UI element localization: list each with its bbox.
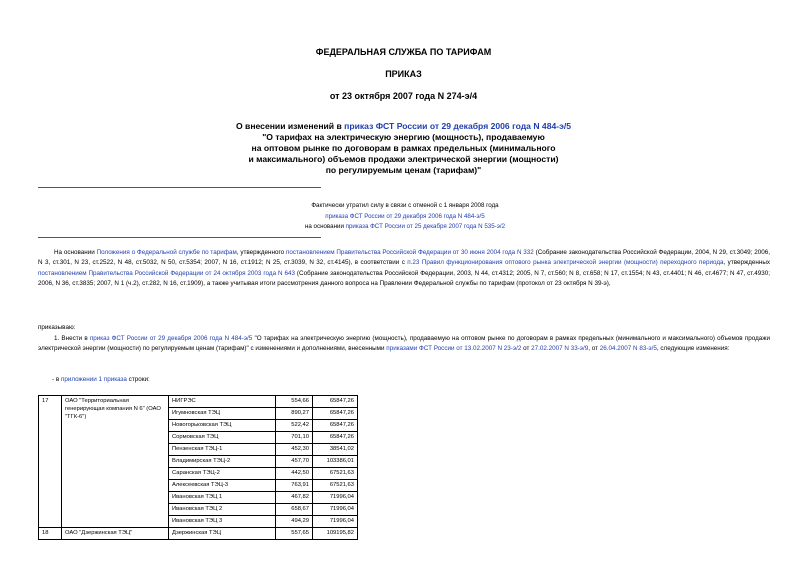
- row-number: 17: [39, 396, 62, 528]
- clause-link-3[interactable]: 27.02.2007 N 33-э/9: [531, 345, 589, 353]
- value-1: 457,70: [276, 456, 313, 468]
- divider-bottom: [38, 237, 321, 238]
- station-name: Дзержинская ТЭЦ: [169, 528, 276, 540]
- agency-heading: ФЕДЕРАЛЬНАЯ СЛУЖБА ПО ТАРИФАМ: [315, 47, 492, 57]
- station-name: Ивановская ТЭЦ 2: [169, 504, 276, 516]
- value-2: 38541,02: [313, 444, 358, 456]
- value-2: 71996,04: [313, 504, 358, 516]
- clause-link-2[interactable]: приказами ФСТ России от 13.02.2007 N 23-э/2: [386, 345, 522, 353]
- document-date: от 23 октября 2007 года N 274-э/4: [329, 91, 478, 101]
- document-type: ПРИКАЗ: [385, 69, 422, 79]
- preamble-link-4[interactable]: постановлением Правительства Российской Федерации от 24 октября 2003 года N 643: [38, 269, 295, 277]
- value-1: 701,10: [276, 432, 313, 444]
- status-note: Фактически утратил силу в связи с отменой с 1 января 2008 года приказа ФСТ России от 29 декабря 2006 года N 484-э/5 на основании приказа ФСТ России от 25 декабря 2007 года N 535-э/2: [304, 202, 506, 230]
- organization-name: ОАО "Дзержинская ТЭЦ": [62, 528, 169, 540]
- value-2: 65847,26: [313, 396, 358, 408]
- value-1: 494,29: [276, 516, 313, 528]
- value-2: 67521,63: [313, 480, 358, 492]
- appendix-line: - в приложении 1 приказа строки:: [52, 376, 150, 383]
- value-2: 65847,26: [313, 432, 358, 444]
- appendix-link[interactable]: приложении 1 приказа: [60, 376, 127, 383]
- value-2: 103386,01: [313, 456, 358, 468]
- station-name: НИГРЭС: [169, 396, 276, 408]
- value-2: 71996,04: [313, 492, 358, 504]
- value-1: 554,66: [276, 396, 313, 408]
- station-name: Алексеевская ТЭЦ-3: [169, 480, 276, 492]
- station-name: Сормовская ТЭЦ: [169, 432, 276, 444]
- value-1: 522,42: [276, 420, 313, 432]
- organization-name: ОАО "Территориальная генерирующая компания N 6" (ОАО "ТГК-6"): [62, 396, 169, 528]
- tariff-table: [38, 395, 358, 540]
- note-link-1[interactable]: приказа ФСТ России от 29 декабря 2006 года N 484-э/5: [325, 212, 485, 220]
- value-2: 71996,04: [313, 516, 358, 528]
- preamble-link-3[interactable]: п.23 Правил функционирования оптового рынка электрической энергии (мощности) переходного периода: [407, 259, 724, 267]
- value-1: 467,82: [276, 492, 313, 504]
- value-1: 658,67: [276, 504, 313, 516]
- table-row: [39, 396, 358, 408]
- station-name: Новогорьковская ТЭЦ: [169, 420, 276, 432]
- title-order-link[interactable]: приказ ФСТ России от 29 декабря 2006 года N 484-э/5: [344, 121, 572, 131]
- preamble-link-1[interactable]: Положения о Федеральной службе по тарифам: [96, 249, 237, 256]
- station-name: Саранская ТЭЦ-2: [169, 468, 276, 480]
- note-link-2[interactable]: приказа ФСТ России от 25 декабря 2007 года N 535-э/2: [345, 223, 506, 230]
- value-2: 65847,26: [313, 408, 358, 420]
- station-name: Владимирская ТЭЦ-2: [169, 456, 276, 468]
- value-2: 67521,63: [313, 468, 358, 480]
- order-word: приказываю:: [38, 324, 76, 331]
- value-1: 890,27: [276, 408, 313, 420]
- station-name: Ивановская ТЭЦ 1: [169, 492, 276, 504]
- value-1: 452,30: [276, 444, 313, 456]
- value-1: 763,91: [276, 480, 313, 492]
- clause-1-paragraph: 1. Внести в приказ ФСТ России от 29 декабря 2006 года N 484-э/5 "О тарифах на электрическую энергию (мощность), продаваемую на оптовом рынке по договорам в рамках предельных (минимального и максимального) объемов продажи электрической энергии (мощности) по регулируемым ценам (тарифам)" с изменениями и дополнениями, внесенными приказами ФСТ России от 13.02.2007 N 23-э/2 от 27.02.2007 N 33-э/9, от 26.04.2007 N 83-э/5, следующие изменения:: [38, 335, 770, 353]
- value-1: 442,50: [276, 468, 313, 480]
- station-name: Пензенская ТЭЦ-1: [169, 444, 276, 456]
- clause-link-4[interactable]: 26.04.2007 N 83-э/5: [599, 345, 657, 353]
- station-name: Ивановская ТЭЦ 3: [169, 516, 276, 528]
- value-2: 109195,82: [313, 528, 358, 540]
- clause-link-1[interactable]: приказ ФСТ России от 29 декабря 2006 года N 484-э/5: [89, 335, 253, 342]
- divider-top: [38, 187, 321, 188]
- preamble-paragraph: На основании Положения о Федеральной службе по тарифам, утвержденного постановлением Правительства Российской Федерации от 30 июня 2004 года N 332 (Собрание законодательства Российской Федерации, 2004, N 29, ст.3049; 2006, N 3, ст.301, N 23, ст.2522, N 48, ст.5032, N 50, ст.5354; 2007, N 16, ст.1912; N 25, ст.3039, N 32, ст.4145), в соответствии с п.23 Правил функционирования оптового рынка электрической энергии (мощности) переходного периода, утвержденных постановлением Правительства Российской Федерации от 24 октября 2003 года N 643 (Собрание законодательства Российской Федерации, 2003, N 44, ст.4312; 2005, N 7, ст.560; N 8, ст.658; N 17, ст.1554; N 43, ст.4401; N 46, ст.4677; N 47, ст.4930; 2006, N 36, ст.3835; 2007, N 1 (ч.2), ст.282, N 16, ст.1909), а также учитывая итоги рассмотрения данного вопроса на Правлении Федеральной службы по тарифам (протокол от 23 октября N 39-э),: [38, 249, 770, 288]
- preamble-link-2[interactable]: постановлением Правительства Российской Федерации от 30 июня 2004 года N 332: [285, 249, 534, 256]
- station-name: Игумновская ТЭЦ: [169, 408, 276, 420]
- value-1: 557,65: [276, 528, 313, 540]
- value-2: 65847,26: [313, 420, 358, 432]
- table-row: [39, 528, 358, 540]
- row-number: 18: [39, 528, 62, 540]
- document-title: О внесении изменений в приказ ФСТ России от 29 декабря 2006 года N 484-э/5 "О тарифах на электрическую энергию (мощность), продаваемую на оптовом рынке по договорам в рамках предельных (минимального и максимального) объемов продажи электрической энергии (мощности) по регулируемым ценам (тарифам)": [235, 121, 572, 175]
